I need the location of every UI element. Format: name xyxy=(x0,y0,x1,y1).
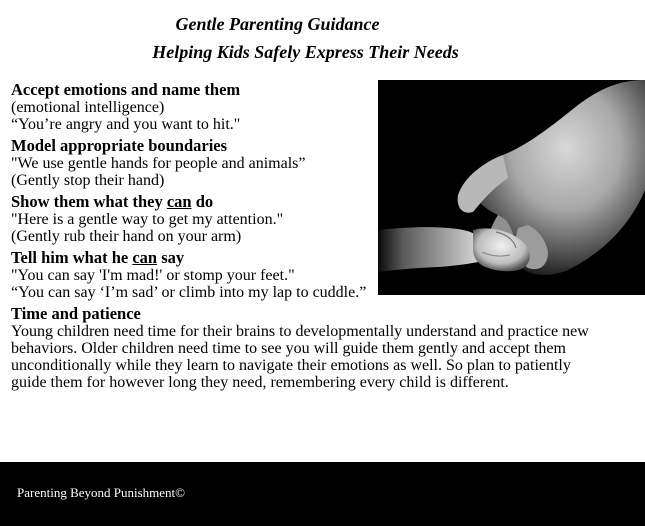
footer-bar xyxy=(0,462,645,526)
heading-text: Show them what they xyxy=(11,192,167,211)
heading-text: Tell him what he xyxy=(11,248,133,267)
section-accept-emotions xyxy=(11,81,611,133)
section-heading: Time and patience xyxy=(11,304,141,323)
section-heading: Accept emotions and name them xyxy=(11,80,241,99)
heading-text: say xyxy=(157,248,185,267)
section-line: "We use gentle hands for people and animals” xyxy=(11,155,306,172)
section-heading: Model appropriate boundaries xyxy=(11,136,228,155)
section-line: “You can say ‘I’m sad’ or climb into my lap to cuddle.” xyxy=(11,284,367,301)
section-line: "Here is a gentle way to get my attention." xyxy=(11,211,284,228)
section-line: (emotional intelligence) xyxy=(11,99,165,116)
heading-emphasis: can xyxy=(132,248,158,267)
heading-emphasis: can xyxy=(166,192,192,211)
footer-copyright: Parenting Beyond Punishment© xyxy=(17,485,186,500)
section-model-boundaries xyxy=(11,137,611,189)
section-heading xyxy=(11,249,611,267)
section-line: (Gently rub their hand on your arm) xyxy=(11,228,242,245)
section-line: "You can say 'I'm mad!' or stomp your feet." xyxy=(11,267,295,284)
guidance-content xyxy=(11,81,611,395)
section-tell-him xyxy=(11,249,611,301)
section-line: “You’re angry and you want to hit." xyxy=(11,116,241,133)
page-subtitle: Helping Kids Safely Express Their Needs xyxy=(152,42,459,62)
section-show-them xyxy=(11,193,611,245)
heading-text: do xyxy=(191,192,214,211)
section-time-patience xyxy=(11,305,611,391)
section-paragraph: Young children need time for their brains to developmentally understand and practice new behaviors. Older children need time to see you will guide them gently and accept them unconditionally while they learn to navigate their emotions as well. So plan to patiently guide them for however long they need, remembering every child is different. xyxy=(11,323,589,391)
section-line: (Gently stop their hand) xyxy=(11,172,165,189)
section-heading xyxy=(11,193,611,211)
page-title: Gentle Parenting Guidance xyxy=(175,14,380,34)
